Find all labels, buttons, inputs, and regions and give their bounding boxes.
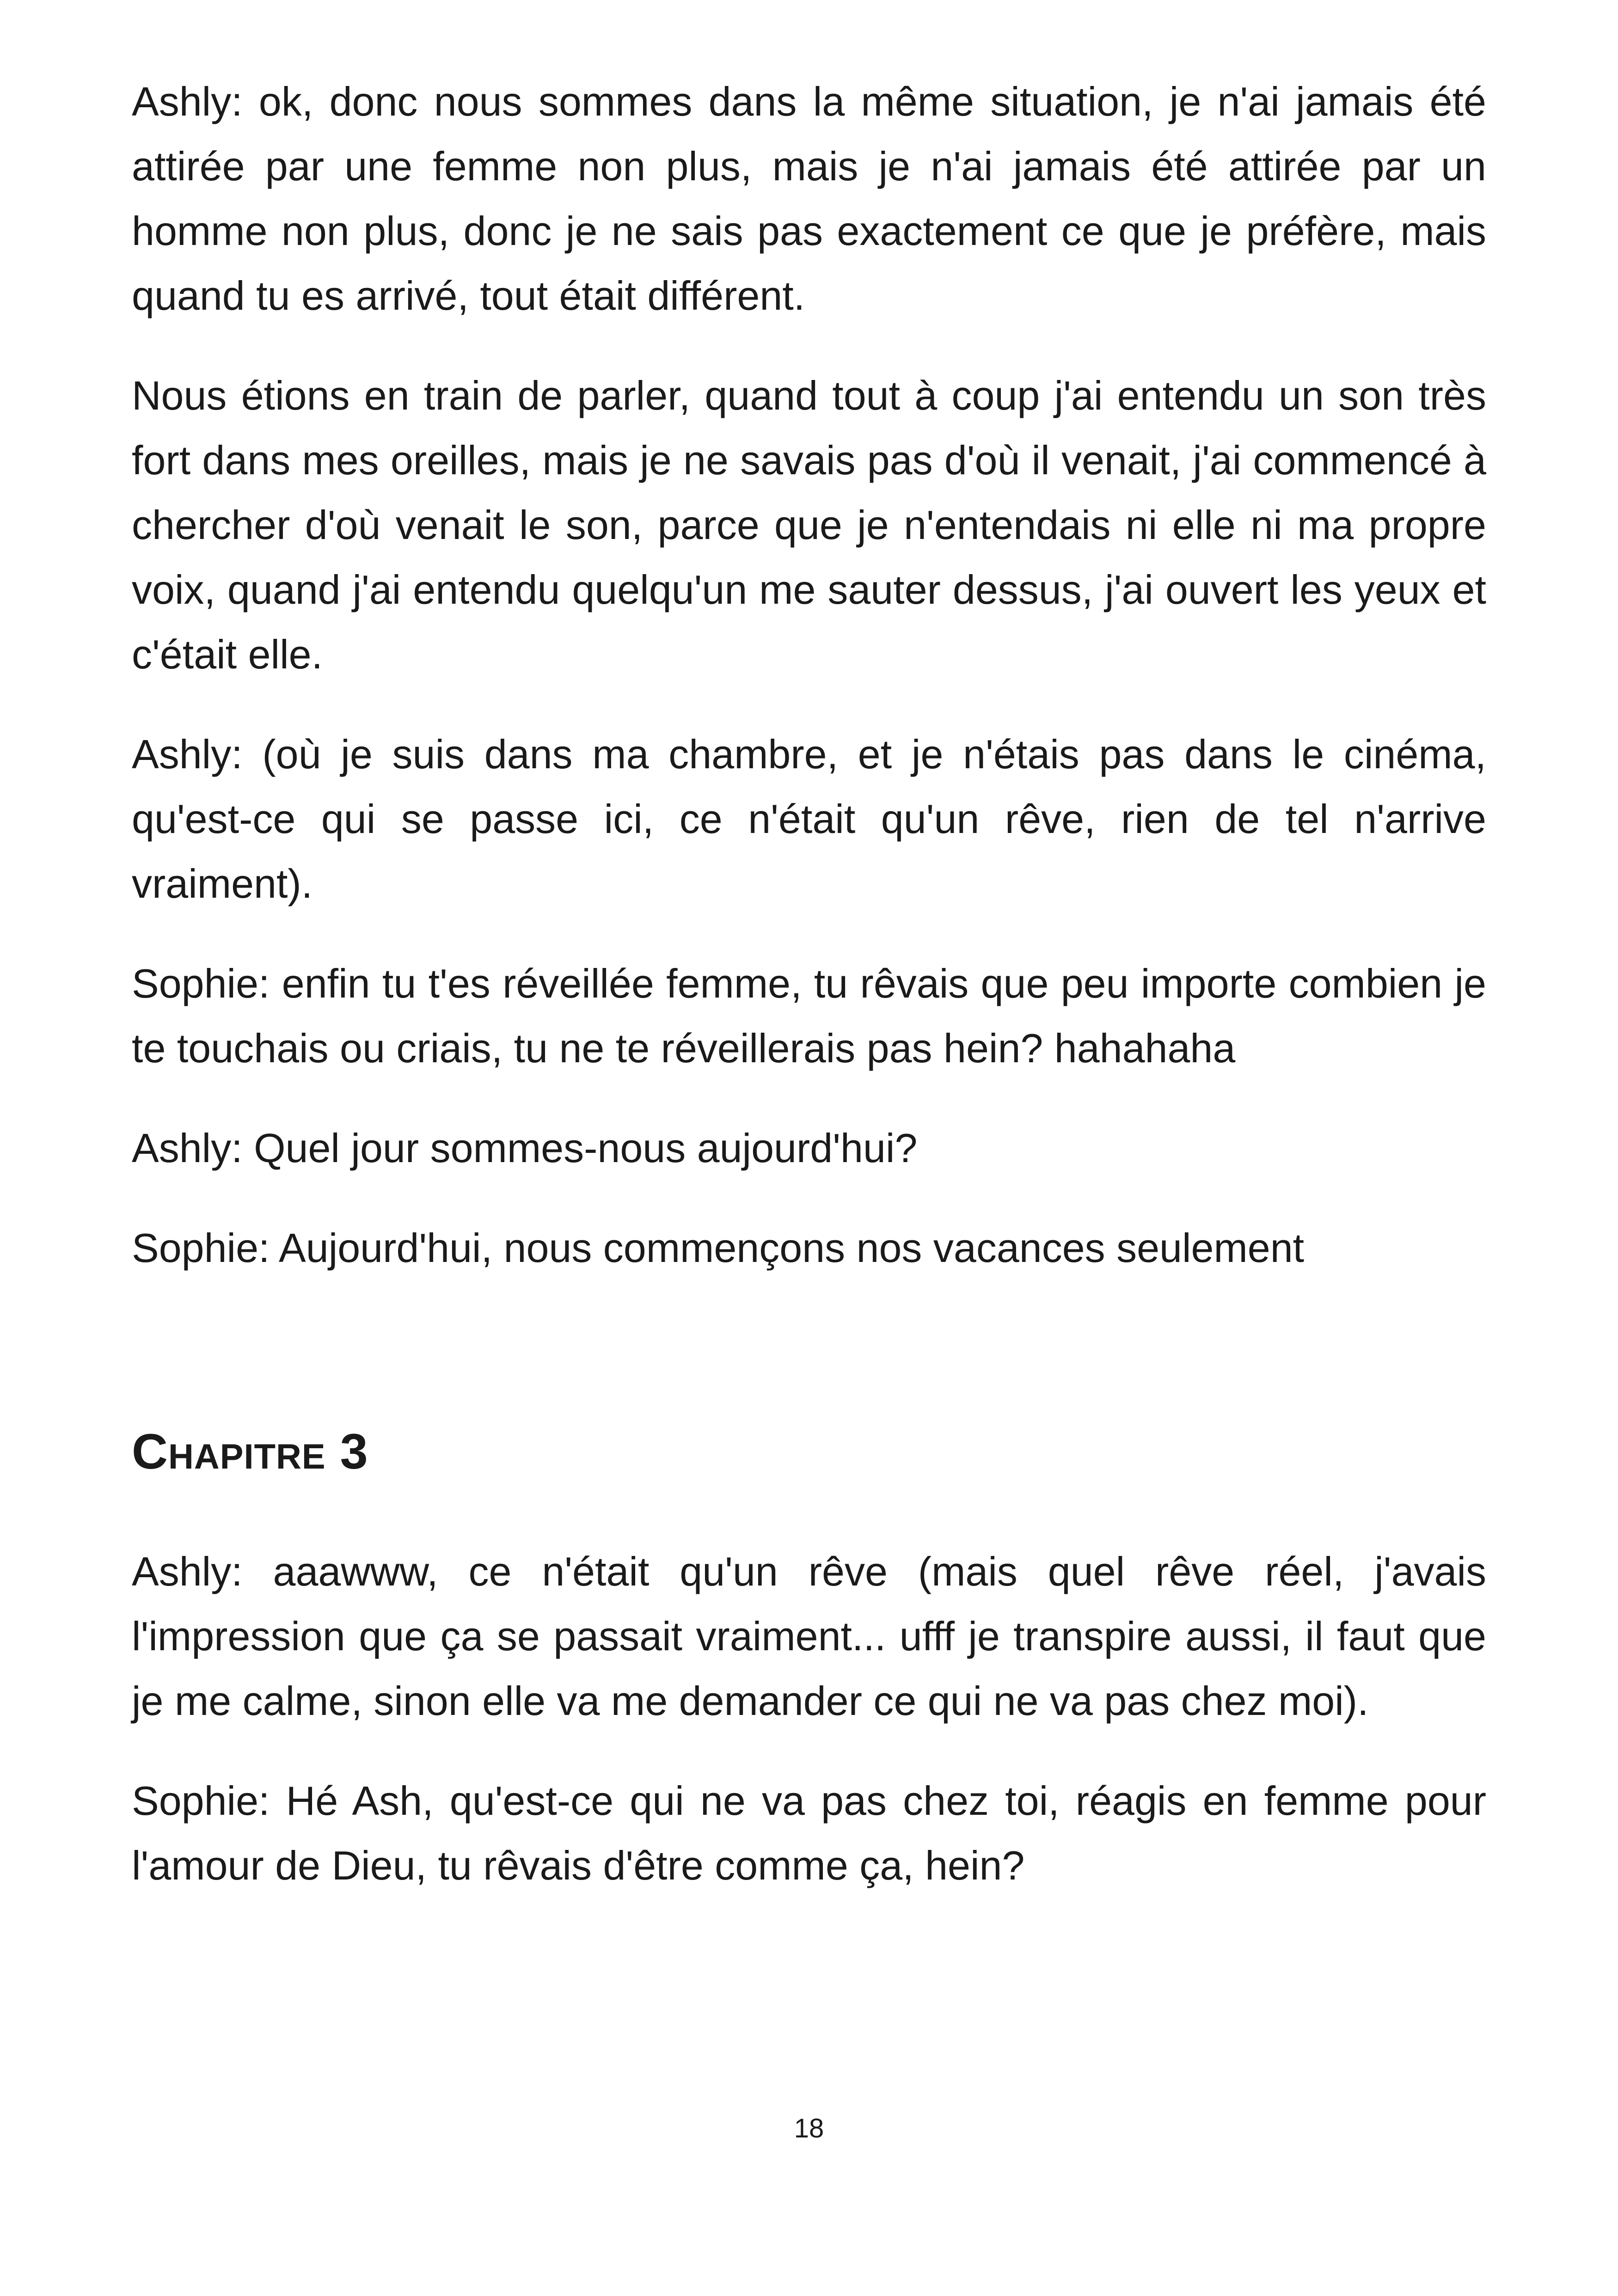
paragraph-ashly-dream: Ashly: aaawww, ce n'était qu'un rêve (mais quel rêve réel, j'avais l'impression que ça se passait vraiment... ufff je transpire aussi, il faut que je me calme, sinon elle va me demander ce qui ne va pas chez moi). [132,1549,1486,1724]
paragraph-ashly-day: Ashly: Quel jour sommes-nous aujourd'hui? [132,1125,918,1171]
paragraph-sophie-question: Sophie: Hé Ash, qu'est-ce qui ne va pas chez toi, réagis en femme pour l'amour de Dieu, tu rêvais d'être comme ça, hein? [132,1778,1486,1888]
paragraph-ashly-bedroom: Ashly: (où je suis dans ma chambre, et je n'étais pas dans le cinéma, qu'est-ce qui se passe ici, ce n'était qu'un rêve, rien de tel n'arrive vraiment). [132,731,1486,906]
paragraph-narration-sound: Nous étions en train de parler, quand tout à coup j'ai entendu un son très fort dans mes oreilles, mais je ne savais pas d'où il venait, j'ai commencé à chercher d'où venait le son, parce que je n'entendais ni elle ni ma propre voix, quand j'ai entendu quelqu'un me sauter dessus, j'ai ouvert les yeux et c'était elle. [132,373,1486,677]
paragraph-sophie-vacation: Sophie: Aujourd'hui, nous commençons nos vacances seulement [132,1225,1305,1271]
document-page [132,69,1486,2242]
page-number: 18 [794,2113,824,2143]
paragraph-ashly-situation: Ashly: ok, donc nous sommes dans la même situation, je n'ai jamais été attirée par une femme non plus, mais je n'ai jamais été attirée par un homme non plus, donc je ne sais pas exactement ce que je préfère, mais quand tu es arrivé, tout était différent. [132,79,1486,318]
chapter-title: Chapitre 3 [132,1423,368,1479]
paragraph-sophie-awake: Sophie: enfin tu t'es réveillée femme, tu rêvais que peu importe combien je te touchais ou criais, tu ne te réveillerais pas hein? hahahaha [132,961,1486,1071]
